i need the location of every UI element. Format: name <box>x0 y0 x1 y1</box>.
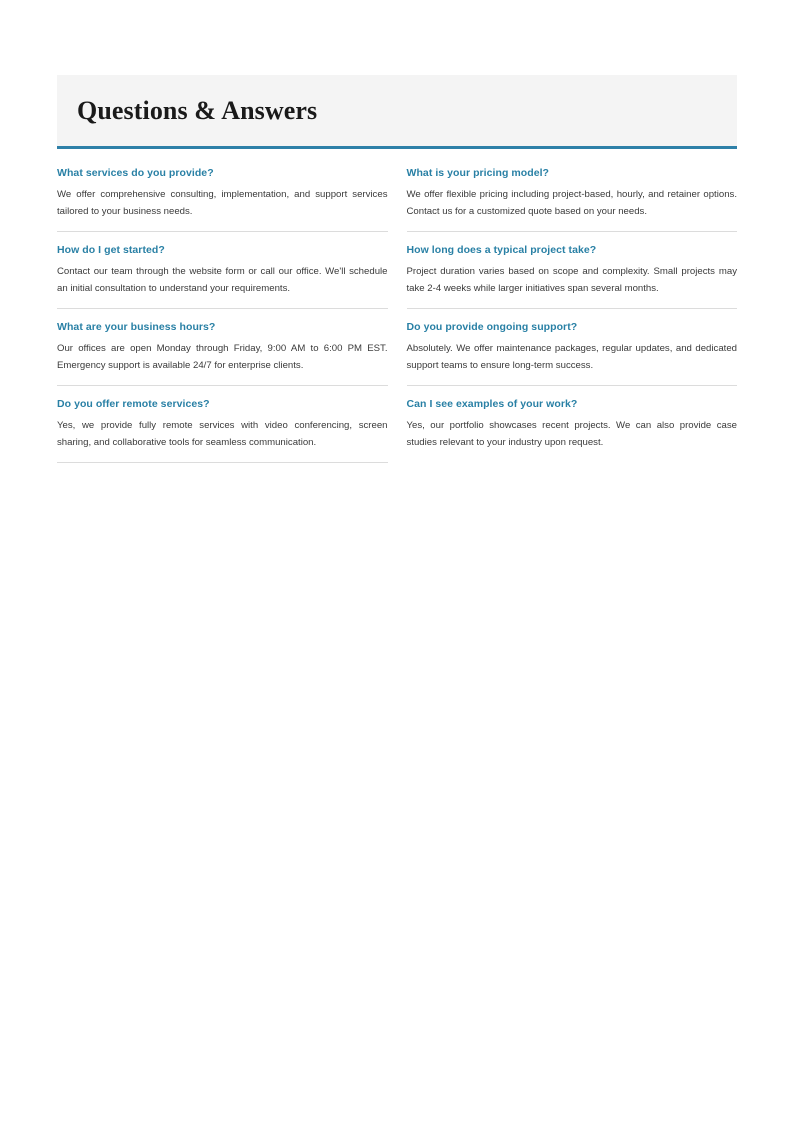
faq-answer: Our offices are open Monday through Friday, 9:00 AM to 6:00 PM EST. Emergency support is available 24/7 for enterprise clients. <box>57 342 388 372</box>
page-title: Questions & Answers <box>77 96 318 125</box>
faq-column-right <box>407 166 738 473</box>
faq-question: How long does a typical project take? <box>406 243 597 256</box>
faq-item <box>57 397 388 463</box>
faq-answer: Yes, our portfolio showcases recent projects. We can also provide case studies relevant to your industry upon request. <box>406 420 737 449</box>
faq-answer: We offer comprehensive consulting, implementation, and support services tailored to your business needs. <box>57 188 388 218</box>
faq-answer: We offer flexible pricing including project-based, hourly, and retainer options. Contact us for a customized quote based on your needs. <box>406 188 737 218</box>
faq-question: Can I see examples of your work? <box>406 397 578 410</box>
faq-question: What is your pricing model? <box>406 166 550 179</box>
faq-item <box>407 243 738 309</box>
faq-columns <box>57 166 737 474</box>
faq-item <box>57 320 388 386</box>
faq-answer: Absolutely. We offer maintenance packages, regular updates, and dedicated support teams to ensure long-term success. <box>406 342 737 372</box>
faq-column-left <box>57 166 388 474</box>
faq-question: What are your business hours? <box>57 320 216 333</box>
faq-question: What services do you provide? <box>57 166 214 179</box>
faq-item <box>407 320 738 386</box>
faq-question: How do I get started? <box>57 243 165 256</box>
faq-item <box>407 166 738 232</box>
faq-item <box>57 166 388 232</box>
faq-answer: Project duration varies based on scope and complexity. Small projects may take 2-4 weeks while larger initiatives span several months. <box>406 265 737 295</box>
faq-question: Do you provide ongoing support? <box>406 320 578 333</box>
faq-question: Do you offer remote services? <box>57 397 210 410</box>
faq-answer: Yes, we provide fully remote services with video conferencing, screen sharing, and collaborative tools for seamless communication. <box>57 420 388 449</box>
faq-item <box>57 243 388 309</box>
faq-header <box>57 75 737 149</box>
faq-item <box>407 397 738 462</box>
faq-answer: Contact our team through the website form or call our office. We'll schedule an initial consultation to understand your requirements. <box>57 265 388 295</box>
